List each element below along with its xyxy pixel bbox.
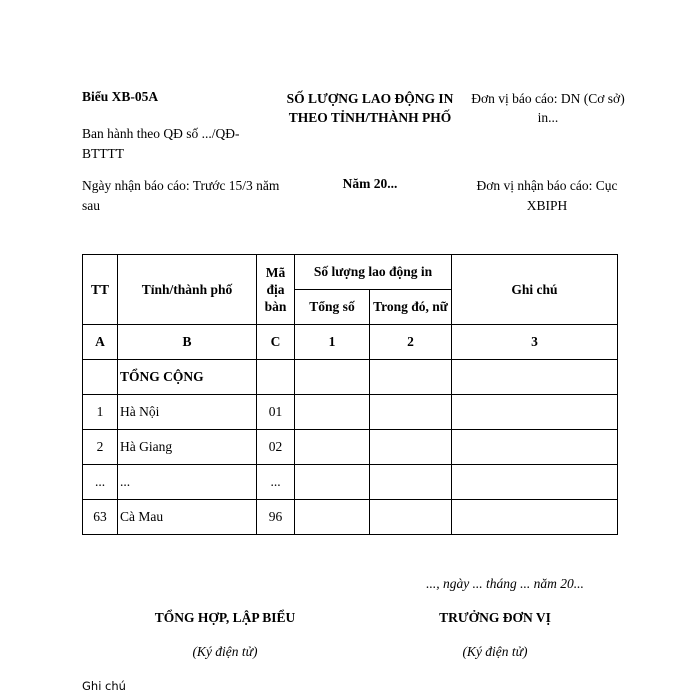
table-row xyxy=(83,395,618,430)
row-area-code: 02 xyxy=(257,430,295,465)
row-tt: 1 xyxy=(83,395,118,430)
index-cell: 2 xyxy=(370,325,452,360)
row-tt: 2 xyxy=(83,430,118,465)
header-area-code: Mã địa bàn xyxy=(257,255,295,325)
header-note: Ghi chú xyxy=(452,255,618,325)
row-female xyxy=(370,465,452,500)
signing-date-line: ..., ngày ... tháng ... năm 20... xyxy=(426,576,584,591)
row-province: Hà Nội xyxy=(118,395,257,430)
note-label: Ghi chú xyxy=(82,679,126,693)
report-title-line1: SỐ LƯỢNG LAO ĐỘNG IN xyxy=(286,91,454,106)
receiving-unit: Đơn vị nhận báo cáo: Cục XBIPH xyxy=(476,178,618,213)
receive-date: Ngày nhận báo cáo: Trước 15/3 năm sau xyxy=(82,178,280,213)
row-area-code: ... xyxy=(257,465,295,500)
row-province: Cà Mau xyxy=(118,500,257,535)
header-tt: TT xyxy=(83,255,118,325)
row-female xyxy=(370,500,452,535)
row-area-code: 96 xyxy=(257,500,295,535)
row-tt: 63 xyxy=(83,500,118,535)
table-row xyxy=(83,500,618,535)
unit-head-title: TRƯỞNG ĐƠN VỊ xyxy=(439,610,551,625)
total-label: TỔNG CỘNG xyxy=(118,360,257,395)
index-cell: 3 xyxy=(452,325,618,360)
index-cell: A xyxy=(83,325,118,360)
table-row xyxy=(83,465,618,500)
compiler-signature-note: (Ký điện tử) xyxy=(192,644,258,659)
row-female xyxy=(370,395,452,430)
form-code: Biểu XB-05A xyxy=(82,89,159,104)
labor-table xyxy=(82,254,618,535)
row-total xyxy=(295,430,370,465)
total-tt-cell xyxy=(83,360,118,395)
table-row xyxy=(83,430,618,465)
row-note xyxy=(452,500,618,535)
row-note xyxy=(452,430,618,465)
row-province: Hà Giang xyxy=(118,430,257,465)
report-year: Năm 20... xyxy=(342,176,398,191)
row-total xyxy=(295,500,370,535)
header-province: Tỉnh/thành phố xyxy=(118,255,257,325)
row-female xyxy=(370,430,452,465)
index-cell: B xyxy=(118,325,257,360)
issued-by: Ban hành theo QĐ số .../QĐ-BTTTT xyxy=(82,126,240,161)
unit-head-signature-note: (Ký điện tử) xyxy=(462,644,528,659)
total-female-cell xyxy=(370,360,452,395)
row-total xyxy=(295,465,370,500)
row-total xyxy=(295,395,370,430)
total-row xyxy=(83,360,618,395)
row-area-code: 01 xyxy=(257,395,295,430)
reporting-unit: Đơn vị báo cáo: DN (Cơ sở) in... xyxy=(471,91,625,125)
index-cell: 1 xyxy=(295,325,370,360)
row-note xyxy=(452,465,618,500)
header-workers-group: Số lượng lao động in xyxy=(295,255,452,290)
header-female: Trong đó, nữ xyxy=(370,290,452,325)
index-cell: C xyxy=(257,325,295,360)
total-sum-cell xyxy=(295,360,370,395)
row-note xyxy=(452,395,618,430)
total-note-cell xyxy=(452,360,618,395)
report-title-line2: THEO TỈNH/THÀNH PHỐ xyxy=(288,110,452,125)
header-total: Tổng số xyxy=(295,290,370,325)
row-province: ... xyxy=(118,465,257,500)
total-code-cell xyxy=(257,360,295,395)
row-tt: ... xyxy=(83,465,118,500)
compiler-title: TỔNG HỢP, LẬP BIỂU xyxy=(154,610,296,625)
report-title xyxy=(270,89,470,127)
